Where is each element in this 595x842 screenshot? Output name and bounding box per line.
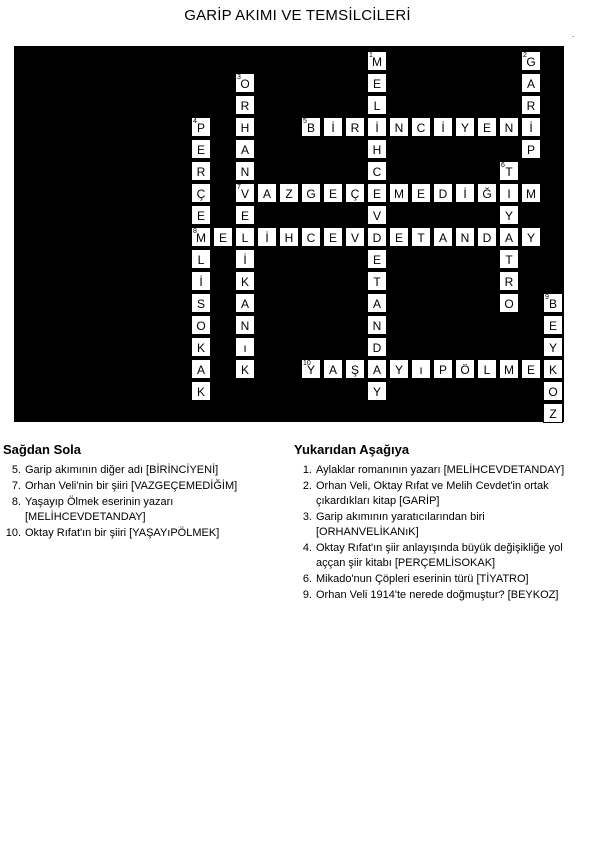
grid-cell [367,293,387,313]
cell-letter: E [196,143,205,157]
grid-cell [345,359,365,379]
cell-letter: D [372,231,382,245]
grid-cell [433,359,453,379]
clue-number: 3. [302,511,312,523]
cell-letter: N [240,319,250,333]
grid-cell [235,249,255,269]
grid-cell [521,139,541,159]
clue-number: 2. [302,480,312,492]
clue-text: Orhan Veli 1914'te nerede doğmuştur? [BEYKOZ] [316,589,559,601]
cell-letter: G [526,55,536,69]
grid-cell [499,293,519,313]
cell-letter: M [526,187,536,201]
cell-letter: A [328,363,337,377]
grid-cell [455,359,475,379]
cell-letter: T [373,275,381,289]
grid-cell [323,359,343,379]
grid-cell [367,381,387,401]
grid-cell [389,227,409,247]
clue-number: 7. [11,480,21,492]
grid-cell [499,117,519,137]
cell-letter: M [372,55,382,69]
cell-letter: İ [441,121,445,135]
grid-cell [499,227,519,247]
grid-cell [411,183,431,203]
grid-cell [543,359,563,379]
cell-letter: Y [548,341,557,355]
grid-cell [235,117,255,137]
cell-letter: O [548,385,558,399]
grid-cell [477,227,497,247]
clue-text: Oktay Rıfat'ın şiir anlayışında büyük değişikliğe yol aççan şiir kitabı [PERÇEMLİSOKAK] [316,542,563,569]
cell-letter: Z [549,407,557,421]
cell-letter: K [196,385,205,399]
grid-cell [301,227,321,247]
cell-letter: İ [331,121,335,135]
cell-letter: Y [526,231,535,245]
cell-letter: E [372,77,381,91]
grid-cell [345,117,365,137]
cell-letter: A [240,143,249,157]
cell-letter: S [196,297,205,311]
grid-cell [301,359,321,379]
grid-cell [191,117,211,137]
cell-letter: K [196,341,205,355]
cell-letter: A [262,187,271,201]
grid-cell [367,271,387,291]
grid-cell [477,359,497,379]
clue-item [294,541,584,571]
across-clues-section [3,442,293,542]
grid-cell [543,293,563,313]
cell-letter: M [394,187,404,201]
grid-cell [257,183,277,203]
clue-number: 5. [11,464,21,476]
cell-letter: N [394,121,404,135]
cell-number: 1 [369,52,373,59]
cell-letter: I [507,187,511,201]
down-clue-list [294,463,584,603]
cell-letter: R [504,275,514,289]
grid-cell [477,117,497,137]
corner-mark: . [572,30,575,39]
cell-letter: E [328,187,337,201]
grid-cell [235,271,255,291]
grid-cell [235,293,255,313]
grid-cell [191,227,211,247]
cell-letter: T [417,231,425,245]
grid-cell [367,139,387,159]
crossword-grid [14,46,564,422]
cell-letter: N [372,319,382,333]
cell-letter: C [306,231,316,245]
clue-item [294,572,584,587]
grid-cell [499,271,519,291]
grid-cell [191,293,211,313]
cell-letter: B [548,297,557,311]
grid-cell [411,227,431,247]
cell-letter: E [394,231,403,245]
grid-cell [191,161,211,181]
cell-letter: Ğ [482,187,492,201]
cell-number: 7 [237,184,241,191]
cell-number: 2 [523,52,527,59]
clue-text: Aylaklar romanının yazarı [MELİHCEVDETANDAY] [316,464,565,476]
cell-letter: L [373,99,381,113]
cell-letter: P [196,121,205,135]
clue-item [3,463,293,478]
cell-letter: H [284,231,294,245]
grid-cell [191,315,211,335]
grid-cell [235,337,255,357]
cell-letter: Y [460,121,469,135]
cell-letter: C [416,121,426,135]
cell-letter: Y [372,385,381,399]
cell-letter: R [526,99,536,113]
grid-cell [367,117,387,137]
cell-letter: P [438,363,447,377]
cell-letter: P [526,143,535,157]
cell-letter: E [372,253,381,267]
grid-cell [235,183,255,203]
grid-cell [191,139,211,159]
grid-cell [323,227,343,247]
cell-letter: Z [285,187,293,201]
grid-cell [191,337,211,357]
grid-cell [389,183,409,203]
cell-letter: İ [243,253,247,267]
grid-cell [521,117,541,137]
cell-letter: K [240,363,249,377]
clue-text: Orhan Veli'nin bir şiiri [VAZGEÇEMEDİĞİM] [25,480,238,492]
clue-number: 9. [302,589,312,601]
cell-letter: B [306,121,315,135]
cell-number: 9 [545,294,549,301]
cell-letter: E [196,209,205,223]
grid-cell [521,73,541,93]
cell-letter: A [372,363,381,377]
grid-cell [191,271,211,291]
across-clue-list [3,463,293,541]
cell-letter: A [196,363,205,377]
grid-cell [367,337,387,357]
grid-cell [521,51,541,71]
cell-letter: İ [199,275,203,289]
cell-letter: N [504,121,514,135]
cell-letter: R [350,121,360,135]
cell-letter: İ [375,121,379,135]
cell-letter: Y [306,363,315,377]
grid-cell [433,183,453,203]
grid-cell [499,183,519,203]
cell-letter: T [505,165,513,179]
grid-cell [301,117,321,137]
grid-cell [191,249,211,269]
grid-cell [323,183,343,203]
grid-cell [345,183,365,203]
cell-letter: L [483,363,491,377]
down-clues-section [294,442,584,604]
cell-letter: M [196,231,206,245]
grid-cell [367,51,387,71]
cell-letter: E [240,209,249,223]
clue-item [294,463,584,478]
clue-number: 4. [302,542,312,554]
grid-cell [433,227,453,247]
cell-letter: K [548,363,557,377]
cell-number: 5 [303,118,307,125]
grid-cell [389,117,409,137]
grid-cell [367,183,387,203]
grid-cell [323,117,343,137]
cell-letter: K [240,275,249,289]
cell-number: 3 [237,74,241,81]
cell-letter: Ç [350,187,360,201]
cell-letter: E [482,121,491,135]
grid-cell [455,117,475,137]
clue-item [294,479,584,509]
cell-letter: D [372,341,382,355]
cell-letter: O [504,297,514,311]
cell-letter: E [416,187,425,201]
clue-text: Mikado'nun Çöpleri eserinin türü [TİYATRO] [316,573,529,585]
cell-letter: G [306,187,316,201]
page-title: GARİP AKIMI VE TEMSİLCİLERİ [184,7,411,24]
cell-letter: A [372,297,381,311]
cell-letter: Ö [460,363,470,377]
grid-cell [455,227,475,247]
cell-letter: Ç [196,187,206,201]
clue-text: Garip akımının diğer adı [BİRİNCİYENİ] [25,464,219,476]
grid-cell [301,183,321,203]
cell-letter: L [197,253,205,267]
grid-cell [543,315,563,335]
grid-cell [433,117,453,137]
grid-cell [411,117,431,137]
clue-item [294,510,584,540]
cell-letter: A [438,231,447,245]
grid-cell [367,161,387,181]
cell-letter: R [240,99,250,113]
cell-letter: İ [463,187,467,201]
cell-letter: A [504,231,513,245]
grid-cell [521,183,541,203]
grid-cell [499,249,519,269]
grid-cell [477,183,497,203]
cell-letter: ı [419,363,423,377]
grid-cell [389,359,409,379]
grid-cell [235,359,255,379]
grid-cell [235,139,255,159]
clue-text: Oktay Rıfat'ın bir şiiri [YAŞAYıPÖLMEK] [25,527,220,539]
grid-cell [521,95,541,115]
clue-number: 6. [302,573,312,585]
grid-cell [191,359,211,379]
grid-cell [499,161,519,181]
cell-letter: Ş [350,363,359,377]
cell-letter: D [438,187,448,201]
grid-cell [235,227,255,247]
cell-letter: N [240,165,250,179]
cell-letter: Y [394,363,403,377]
grid-cell [191,381,211,401]
cell-letter: T [505,253,513,267]
cell-letter: O [196,319,206,333]
grid-cell [499,205,519,225]
grid-cell [213,227,233,247]
grid-cell [235,73,255,93]
cell-letter: M [504,363,514,377]
cell-letter: E [372,187,381,201]
cell-letter: D [482,231,492,245]
cell-number: 4 [193,118,197,125]
down-heading: Yukarıdan Aşağıya [294,442,410,457]
cell-letter: V [350,231,359,245]
cell-letter: ı [243,341,247,355]
grid-cell [367,359,387,379]
cell-letter: O [240,77,250,91]
grid-cell [235,161,255,181]
across-heading: Sağdan Sola [3,442,82,457]
cell-letter: N [460,231,470,245]
grid-cell [257,227,277,247]
grid-cell [543,381,563,401]
grid-cell [345,227,365,247]
clue-text: Orhan Veli, Oktay Rıfat ve Melih Cevdet'in ortak çıkardıkları kitap [GARİP] [316,480,549,507]
cell-letter: V [240,187,249,201]
grid-cell [367,205,387,225]
grid-cell [521,359,541,379]
grid-cell [191,205,211,225]
grid-cell [367,315,387,335]
cell-letter: E [548,319,557,333]
grid-cell [235,315,255,335]
clue-text: Garip akımının yaratıcılarından biri [ORHANVELİKANıK] [316,511,485,538]
cell-letter: H [372,143,382,157]
clue-item [3,526,293,541]
clue-item [3,479,293,494]
clue-number: 10. [5,527,21,539]
cell-letter: L [241,231,249,245]
grid-cell [235,95,255,115]
grid-cell [543,337,563,357]
grid-cell [499,359,519,379]
cell-letter: E [526,363,535,377]
grid-cell [235,205,255,225]
grid-cell [411,359,431,379]
cell-letter: Y [504,209,513,223]
grid-cell [279,183,299,203]
clue-text: Yaşayıp Ölmek eserinin yazarı [MELİHCEVDETANDAY] [25,496,174,523]
grid-cell [191,183,211,203]
cell-letter: C [372,165,382,179]
cell-letter: E [218,231,227,245]
cell-letter: İ [265,231,269,245]
cell-letter: A [526,77,535,91]
grid-cell [521,227,541,247]
cell-letter: İ [529,121,533,135]
grid-cell [367,95,387,115]
grid-cell [367,73,387,93]
grid-cell [455,183,475,203]
cell-letter: V [372,209,381,223]
clue-item [294,588,584,603]
cell-letter: R [196,165,206,179]
clue-item [3,495,293,525]
cell-number: 6 [501,162,505,169]
grid-cell [279,227,299,247]
grid-cell [367,227,387,247]
clue-number: 8. [11,496,21,508]
cell-number: 10 [303,360,311,367]
cell-number: 8 [193,228,197,235]
grid-cell [543,403,563,423]
cell-letter: A [240,297,249,311]
cell-letter: E [328,231,337,245]
cell-letter: H [240,121,250,135]
grid-cell [367,249,387,269]
clue-number: 1. [302,464,312,476]
